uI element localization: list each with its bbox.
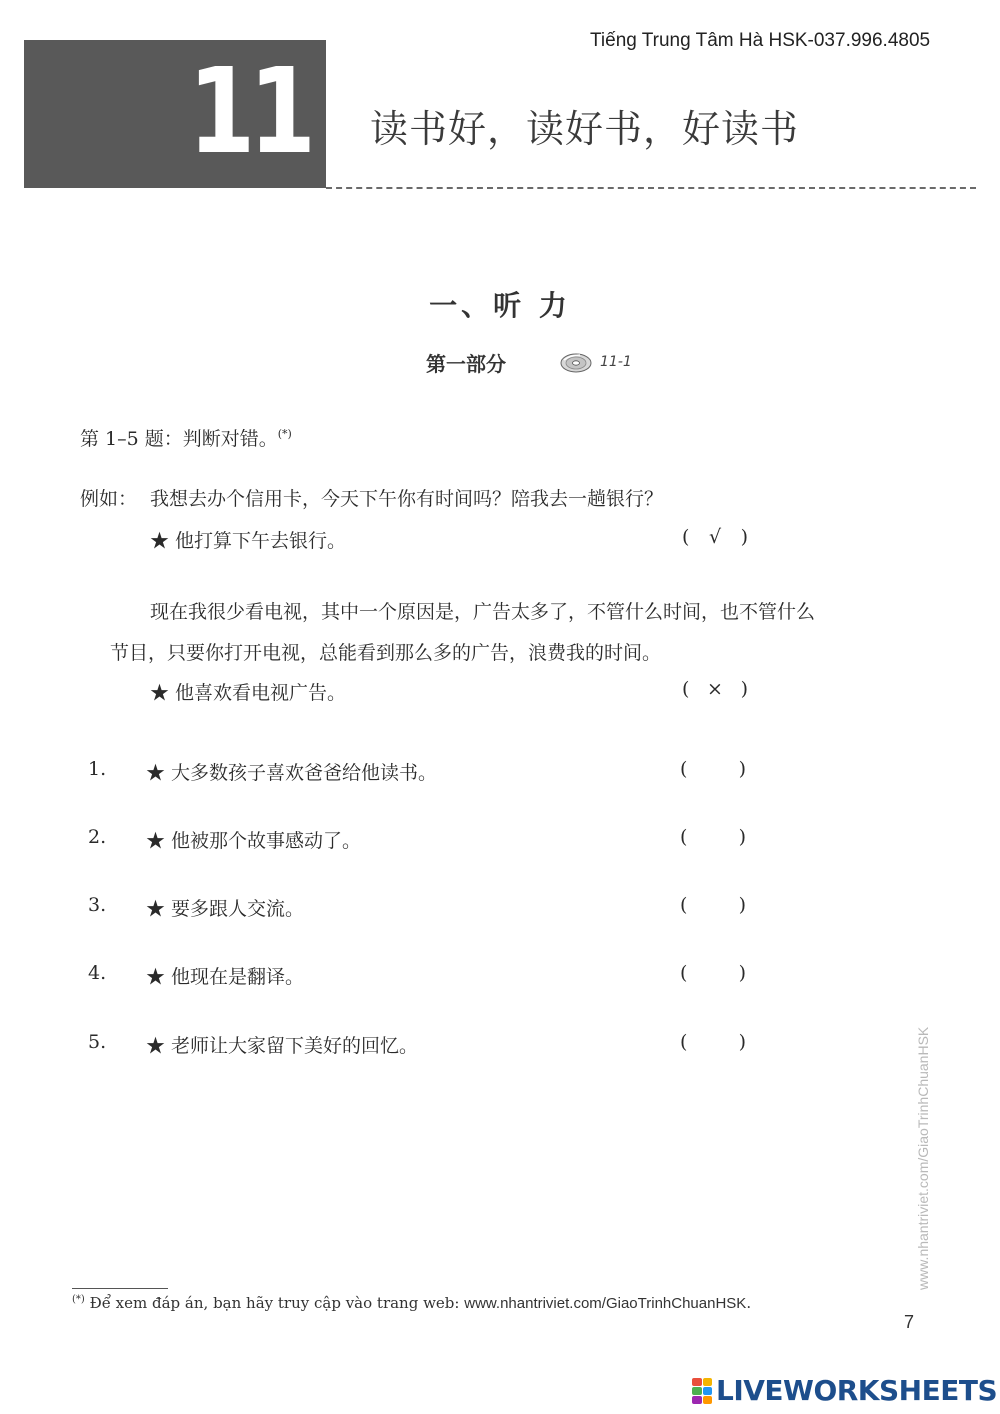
footnote-link[interactable]: www.nhantriviet.com/GiaoTrinhChuanHSK [464, 1295, 747, 1312]
logo-tile [692, 1387, 702, 1395]
cd-icon[interactable] [560, 350, 594, 374]
answer-box[interactable] [680, 1031, 746, 1053]
example2-statement: ★ 他喜欢看电视广告。 [150, 682, 347, 704]
logo-tile [703, 1396, 713, 1404]
paren-close: ) [738, 758, 746, 780]
paren-open: ( [680, 894, 688, 916]
example1-answer: √ [708, 526, 722, 548]
example1-answer-box [682, 526, 748, 548]
paren-close: ) [738, 894, 746, 916]
track-label: 11-1 [600, 354, 632, 370]
logo-tile [692, 1396, 702, 1404]
question-number: 5. [88, 1031, 107, 1053]
footnote-marker: (*) [72, 1294, 85, 1305]
answer-field[interactable] [687, 894, 738, 916]
paren-open: ( [680, 962, 688, 984]
brand-name: LIVEWORKSHEETS [716, 1374, 998, 1407]
paren-open: ( [680, 826, 688, 848]
paren-close: ) [738, 826, 746, 848]
paren-open: ( [682, 678, 690, 700]
question-statement: ★ 要多跟人交流。 [146, 898, 305, 920]
instruction-text: 第 1–5 题：判断对错。 [80, 428, 278, 450]
paren-close: ) [740, 526, 748, 548]
footnote-text: Để xem đáp án, bạn hãy truy cập vào trang web: [84, 1294, 465, 1312]
part-title: 第一部分 [426, 352, 506, 376]
example2-audio-line1: 现在我很少看电视，其中一个原因是，广告太多了，不管什么时间，也不管什么 [150, 601, 816, 623]
question-statement: ★ 大多数孩子喜欢爸爸给他读书。 [146, 762, 438, 784]
answer-field[interactable] [687, 1031, 738, 1053]
question-number: 2. [88, 826, 107, 848]
paren-close: ) [740, 678, 748, 700]
answer-box[interactable] [680, 758, 746, 780]
footnote-end: . [746, 1294, 752, 1312]
paren-open: ( [682, 526, 690, 548]
logo-tile [692, 1378, 702, 1386]
section-title: 一、听 力 [429, 289, 571, 322]
question-number: 1. [88, 758, 107, 780]
paren-close: ) [738, 962, 746, 984]
paren-open: ( [680, 1031, 688, 1053]
logo-tile [703, 1378, 713, 1386]
question-statement: ★ 他现在是翻译。 [146, 966, 305, 988]
side-watermark: www.nhantriviet.com/GiaoTrinhChuanHSK [915, 1026, 931, 1290]
answer-box[interactable] [680, 894, 746, 916]
header-credit: Tiếng Trung Tâm Hà HSK-037.996.4805 [590, 30, 931, 51]
paren-open: ( [680, 758, 688, 780]
liveworksheets-logo-icon [692, 1378, 712, 1404]
answer-field[interactable] [687, 758, 738, 780]
footnote-marker: (*) [277, 427, 292, 441]
logo-tile [703, 1387, 713, 1395]
example2-answer-box [682, 678, 748, 700]
answer-field[interactable] [687, 826, 738, 848]
example2-audio-line2: 节目，只要你打开电视，总能看到那么多的广告，浪费我的时间。 [110, 642, 662, 664]
example-label: 例如： [80, 488, 138, 510]
footnote [72, 1294, 751, 1312]
answer-field[interactable] [687, 962, 738, 984]
example1-audio: 我想去办个信用卡，今天下午你有时间吗？陪我去一趟银行？ [150, 488, 664, 510]
question-number: 3. [88, 894, 107, 916]
question-statement: ★ 他被那个故事感动了。 [146, 830, 362, 852]
instruction [80, 424, 292, 451]
example1-statement: ★ 他打算下午去银行。 [150, 530, 347, 552]
header-divider [326, 187, 976, 189]
answer-box[interactable] [680, 962, 746, 984]
question-number: 4. [88, 962, 107, 984]
lesson-number: 11 [188, 42, 310, 180]
example2-answer: × [707, 678, 723, 700]
lesson-title: 读书好，读好书，好读书 [370, 107, 800, 151]
liveworksheets-brand[interactable] [692, 1374, 997, 1407]
page-number: 7 [904, 1312, 915, 1332]
answer-box[interactable] [680, 826, 746, 848]
footnote-divider [72, 1288, 168, 1289]
paren-close: ) [738, 1031, 746, 1053]
question-statement: ★ 老师让大家留下美好的回忆。 [146, 1035, 419, 1057]
